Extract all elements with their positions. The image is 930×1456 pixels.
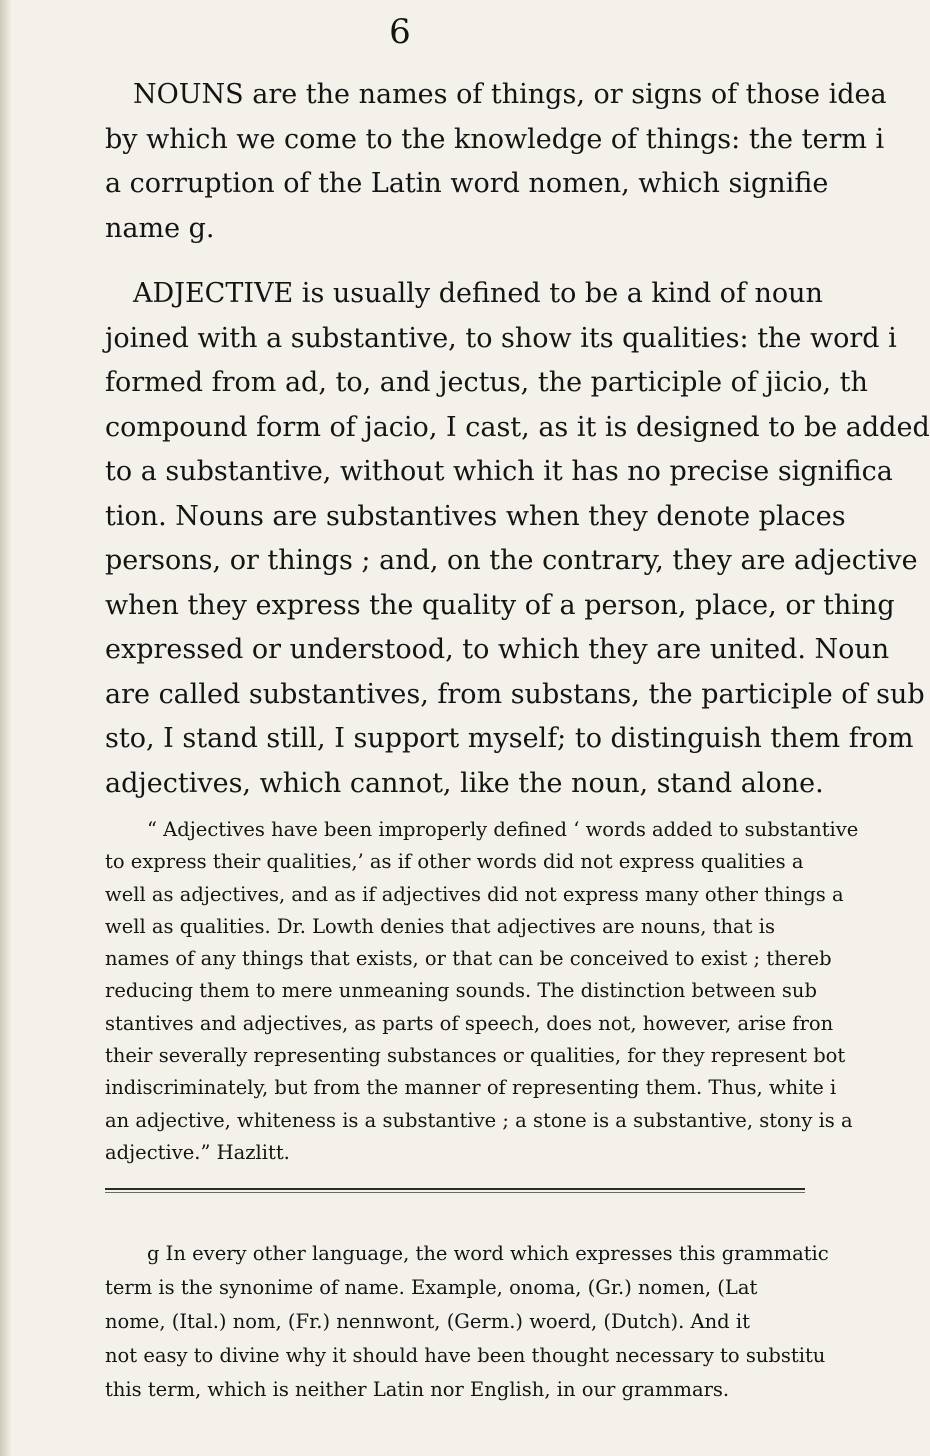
text-line: adjectives, which cannot, like the noun, stand alone. xyxy=(105,767,824,799)
text-line: expressed or understood, to which they are united. Noun xyxy=(105,634,890,665)
text-line: “ Adjectives have been improperly defined ‘ words added to substantive xyxy=(147,818,859,841)
text-line: stantives and adjectives, as parts of speech, does not, however, arise fron xyxy=(105,1011,834,1035)
text-line: NOUNS are the names of things, or signs of those idea xyxy=(133,79,887,110)
text-line: name g. xyxy=(105,212,215,244)
text-line: persons, or things ; and, on the contrary, they are adjective xyxy=(105,545,918,576)
text-line: indiscriminately, but from the manner of representing them. Thus, white i xyxy=(105,1076,837,1100)
text-line: nome, (Ital.) nom, (Fr.) nennwont, (Germ.) woerd, (Dutch). And it xyxy=(105,1310,750,1333)
text-line: formed from ad, to, and jectus, the participle of jicio, th xyxy=(105,367,868,398)
text-line: not easy to divine why it should have been thought necessary to substitu xyxy=(105,1344,826,1367)
adjective-paragraph xyxy=(105,272,930,806)
text-line: a corruption of the Latin word nomen, which signifie xyxy=(105,168,829,199)
text-line: term is the synonime of name. Example, onoma, (Gr.) nomen, (Lat xyxy=(105,1276,758,1299)
text-line: an adjective, whiteness is a substantive ; a stone is a substantive, stony is a xyxy=(105,1108,853,1132)
text-line: reducing them to mere unmeaning sounds. The distinction between sub xyxy=(105,979,817,1003)
text-line: well as adjectives, and as if adjectives did not express many other things a xyxy=(105,882,844,906)
text-line: when they express the quality of a person, place, or thing xyxy=(105,589,895,621)
text-line: their severally representing substances or qualities, for they represent bot xyxy=(105,1044,846,1068)
page-number: 6 xyxy=(389,12,411,52)
text-line: tion. Nouns are substantives when they denote places xyxy=(105,500,846,532)
text-line: are called substantives, from substans, the participle of sub xyxy=(105,678,925,710)
text-line: names of any things that exists, or that can be conceived to exist ; thereb xyxy=(105,947,832,971)
nouns-paragraph xyxy=(105,73,887,251)
text-line: sto, I stand still, I support myself; to distinguish them from xyxy=(105,723,914,754)
footnote-divider-thin xyxy=(105,1192,805,1193)
text-line: to a substantive, without which it has no precise significa xyxy=(105,456,893,487)
text-line: to express their qualities,’ as if other words did not express qualities a xyxy=(105,850,804,874)
page-binding-shadow xyxy=(0,0,12,1456)
footnote-divider xyxy=(105,1188,805,1190)
text-line: adjective.” Hazlitt. xyxy=(105,1140,290,1164)
text-line: joined with a substantive, to show its qualities: the word i xyxy=(105,322,897,354)
text-line: g In every other language, the word which expresses this grammatic xyxy=(147,1242,829,1265)
hazlitt-quote xyxy=(105,814,859,1169)
text-line: compound form of jacio, I cast, as it is designed to be added xyxy=(105,411,930,443)
text-line: by which we come to the knowledge of things: the term i xyxy=(105,123,885,155)
text-line: ADJECTIVE is usually defined to be a kind of noun xyxy=(133,278,823,309)
footnote xyxy=(105,1237,829,1407)
text-line: this term, which is neither Latin nor English, in our grammars. xyxy=(105,1378,730,1401)
text-line: well as qualities. Dr. Lowth denies that adjectives are nouns, that is xyxy=(105,914,775,938)
